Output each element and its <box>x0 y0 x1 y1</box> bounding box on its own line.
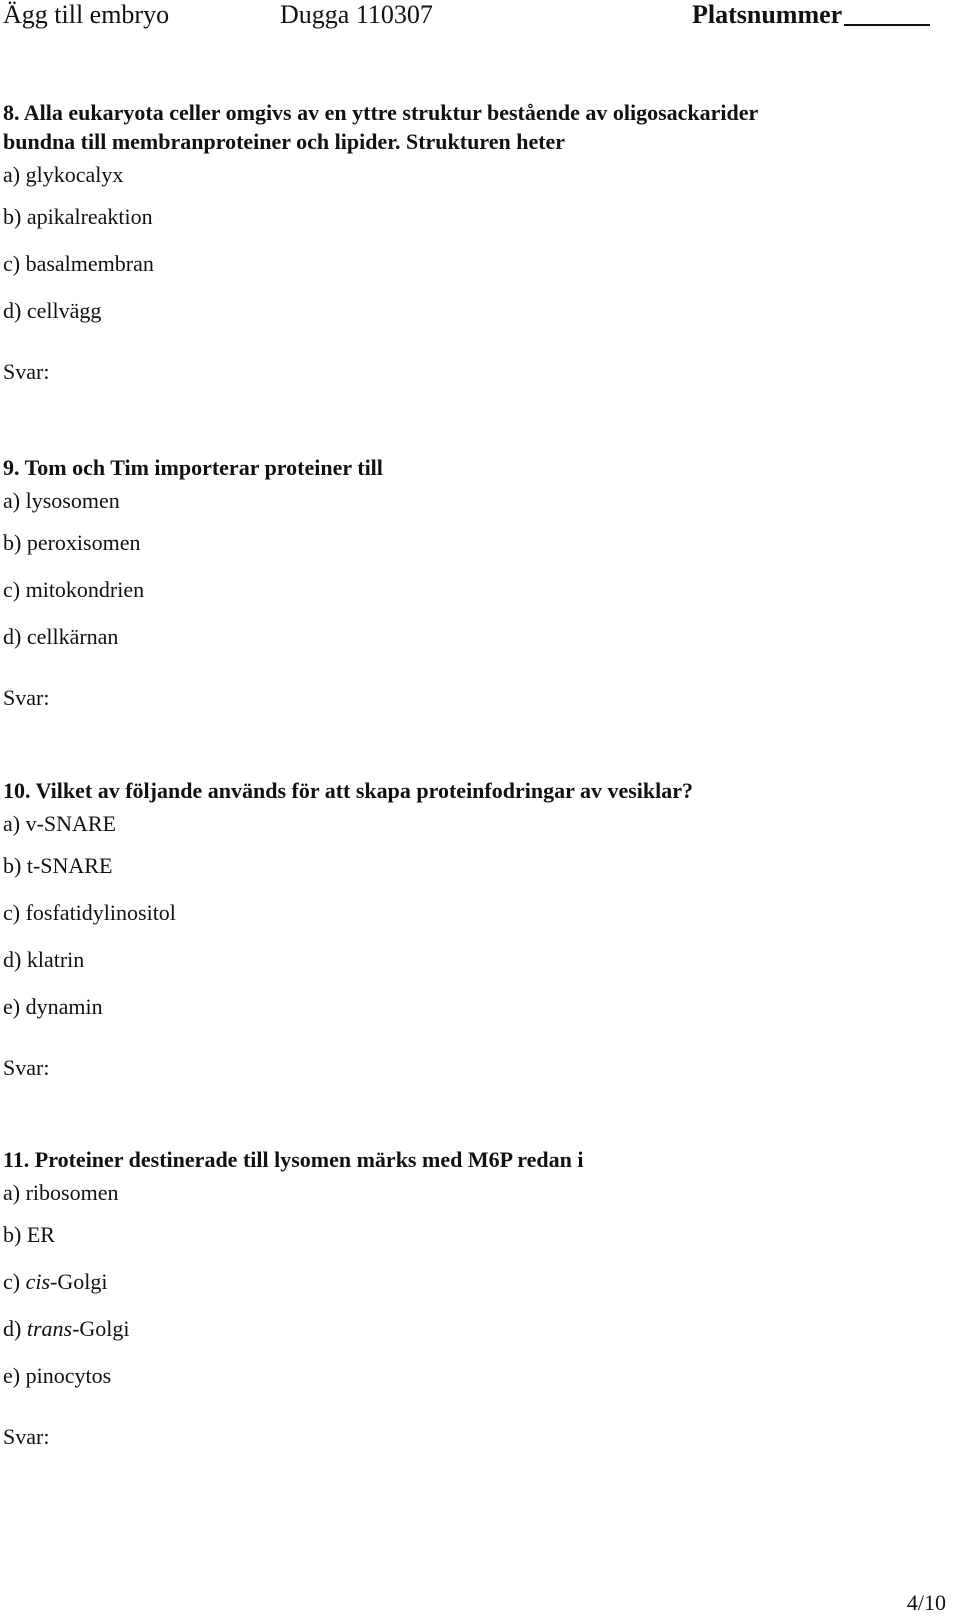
question-9 <box>3 453 943 721</box>
option-c: c) mitokondrien <box>3 577 145 602</box>
question-10-text: 10. Vilket av följande används för att skapa proteinfodringar av vesiklar? <box>3 778 694 803</box>
option-d: d) klatrin <box>3 947 85 972</box>
option-a: a) glykocalyx <box>3 162 124 187</box>
option-e: e) dynamin <box>3 994 103 1019</box>
answer-label: Svar: <box>3 1055 50 1080</box>
exam-title: Dugga 110307 <box>280 0 433 29</box>
seat-number-field <box>692 0 842 30</box>
option-c: c) fosfatidylinositol <box>3 900 176 925</box>
option-d: d) cellkärnan <box>3 624 119 649</box>
option-a: a) v-SNARE <box>3 811 117 836</box>
option-a: a) lysosomen <box>3 488 120 513</box>
option-c: c) basalmembran <box>3 251 154 276</box>
question-11-text: 11. Proteiner destinerade till lysomen märks med M6P redan i <box>3 1147 584 1172</box>
page-header <box>0 0 960 36</box>
option-b: b) apikalreaktion <box>3 204 153 229</box>
answer-label: Svar: <box>3 359 50 384</box>
course-title: Ägg till embryo <box>3 0 170 29</box>
seat-number-blank <box>844 0 930 26</box>
option-e: e) pinocytos <box>3 1363 112 1388</box>
option-b: b) ER <box>3 1222 55 1247</box>
answer-label: Svar: <box>3 685 50 710</box>
answer-label: Svar: <box>3 1424 50 1449</box>
question-10 <box>3 776 943 1091</box>
question-8 <box>3 98 943 395</box>
option-c: c) cis-Golgi <box>3 1269 108 1294</box>
option-a: a) ribosomen <box>3 1180 119 1205</box>
page-number: 4/10 <box>906 1590 946 1615</box>
question-8-text: 8. Alla eukaryota celler omgivs av en yttre struktur bestående av oligosackarider <box>3 100 759 125</box>
option-b: b) peroxisomen <box>3 530 141 555</box>
option-b: b) t-SNARE <box>3 853 113 878</box>
question-8-text-cont: bundna till membranproteiner och lipider. Strukturen heter <box>3 129 566 154</box>
seat-number-label: Platsnummer <box>692 0 843 29</box>
question-11 <box>3 1145 943 1460</box>
option-d: d) cellvägg <box>3 298 102 323</box>
option-d: d) trans-Golgi <box>3 1316 130 1341</box>
question-9-text: 9. Tom och Tim importerar proteiner till <box>3 455 383 480</box>
